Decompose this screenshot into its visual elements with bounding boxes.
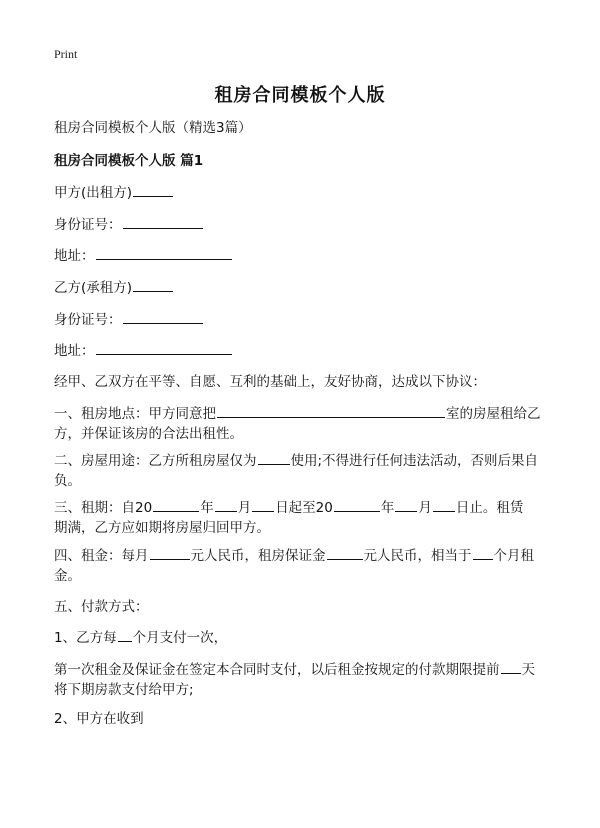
clause-3-text-c: 月 (237, 500, 252, 516)
clause-1-text-a: 一、租房地点：甲方同意把 (54, 406, 216, 422)
party-a-address-line (54, 245, 549, 267)
clause-1-text-b: 室的房屋租给乙 (446, 406, 541, 422)
party-b-blank (133, 277, 173, 292)
clause-3-month-start-blank (215, 497, 237, 512)
clause-3-text-f: 月 (418, 500, 432, 516)
clause-4-line-1 (54, 545, 549, 567)
payment-detail-line-1 (54, 659, 549, 681)
party-b-address-label: 地址： (54, 343, 95, 359)
party-b-address-blank (96, 340, 232, 355)
party-a-id-blank (123, 214, 203, 229)
clause-3-text-a: 三、租期：自20 (54, 500, 153, 516)
payment-detail-text-a: 第一次租金及保证金在签定本合同时支付，以后租金按规定的付款期限提前 (54, 662, 500, 678)
party-b-label: 乙方(承租方) (54, 280, 133, 296)
clause-3-text-g: 日止。租赁 (455, 500, 524, 516)
clause-4-months-blank (473, 545, 493, 560)
clause-3-text-d: 日起至20 (275, 500, 333, 516)
document-title: 租房合同模板个人版 (214, 85, 386, 106)
clause-4-text-b: 元人民币，租房保证金 (190, 548, 326, 564)
party-a-id-label: 身份证号： (54, 217, 122, 233)
clause-2-text-a: 二、房屋用途：乙方所租房屋仅为 (54, 453, 257, 469)
party-a-address-blank (96, 245, 232, 260)
intro-paragraph: 经甲、乙双方在平等、自愿、互利的基础上，友好协商，达成以下协议： (54, 374, 486, 390)
clause-2-blank (258, 450, 290, 465)
party-b-id-blank (123, 309, 203, 324)
party-b-id-line (54, 309, 549, 331)
clause-3-text-e: 年 (380, 500, 395, 516)
clause-3-month-end-blank (395, 497, 417, 512)
payment-detail-line-2: 将下期房款支付给甲方; (54, 682, 194, 698)
party-b-id-label: 身份证号： (54, 312, 122, 328)
party-a-line (54, 182, 549, 204)
clause-3-text-b: 年 (200, 500, 214, 516)
clause-1-blank (217, 403, 445, 418)
clause-3-year-start-blank (153, 497, 199, 512)
clause-5-heading: 五、付款方式： (54, 599, 149, 615)
party-b-line (54, 277, 549, 299)
clause-2-line-2: 负。 (54, 473, 81, 489)
party-a-id-line (54, 214, 549, 236)
print-label[interactable]: Print (54, 47, 78, 61)
section-heading: 租房合同模板个人版 篇1 (54, 153, 204, 169)
party-a-label: 甲方(出租方) (54, 185, 133, 201)
clause-4-text-a: 四、租金：每月 (54, 548, 149, 564)
clause-1-line-1 (54, 403, 549, 425)
payment-item-1-text-a: 1、乙方每 (54, 630, 117, 646)
clause-3-line-1 (54, 497, 549, 519)
clause-3-day-end-blank (433, 497, 455, 512)
payment-item-1-text-b: 个月支付一次， (132, 630, 228, 646)
clause-1-line-2: 方，并保证该房的合法出租性。 (54, 426, 243, 442)
party-a-blank (133, 182, 173, 197)
payment-detail-days-blank (501, 659, 521, 674)
clause-3-line-2: 期满，乙方应如期将房屋归回甲方。 (54, 520, 270, 536)
clause-2-line-1 (54, 450, 549, 472)
clause-4-deposit-blank (327, 545, 363, 560)
clause-2-text-b: 使用;不得进行任何违法活动，否则后果自 (290, 453, 539, 469)
clause-3-year-end-blank (334, 497, 380, 512)
clause-4-rent-blank (150, 545, 190, 560)
clause-4-line-2: 金。 (54, 568, 81, 584)
party-a-address-label: 地址： (54, 248, 95, 264)
payment-item-1 (54, 627, 549, 649)
document-subtitle: 租房合同模板个人版（精选3篇） (54, 120, 252, 136)
payment-detail-text-b: 天 (521, 662, 535, 678)
payment-item-1-blank (118, 627, 132, 642)
clause-4-text-c: 元人民币，相当于 (363, 548, 472, 564)
party-b-address-line (54, 340, 549, 362)
payment-item-2: 2、甲方在收到 (54, 711, 144, 727)
clause-3-day-start-blank (252, 497, 274, 512)
clause-4-text-d: 个月租 (493, 548, 534, 564)
